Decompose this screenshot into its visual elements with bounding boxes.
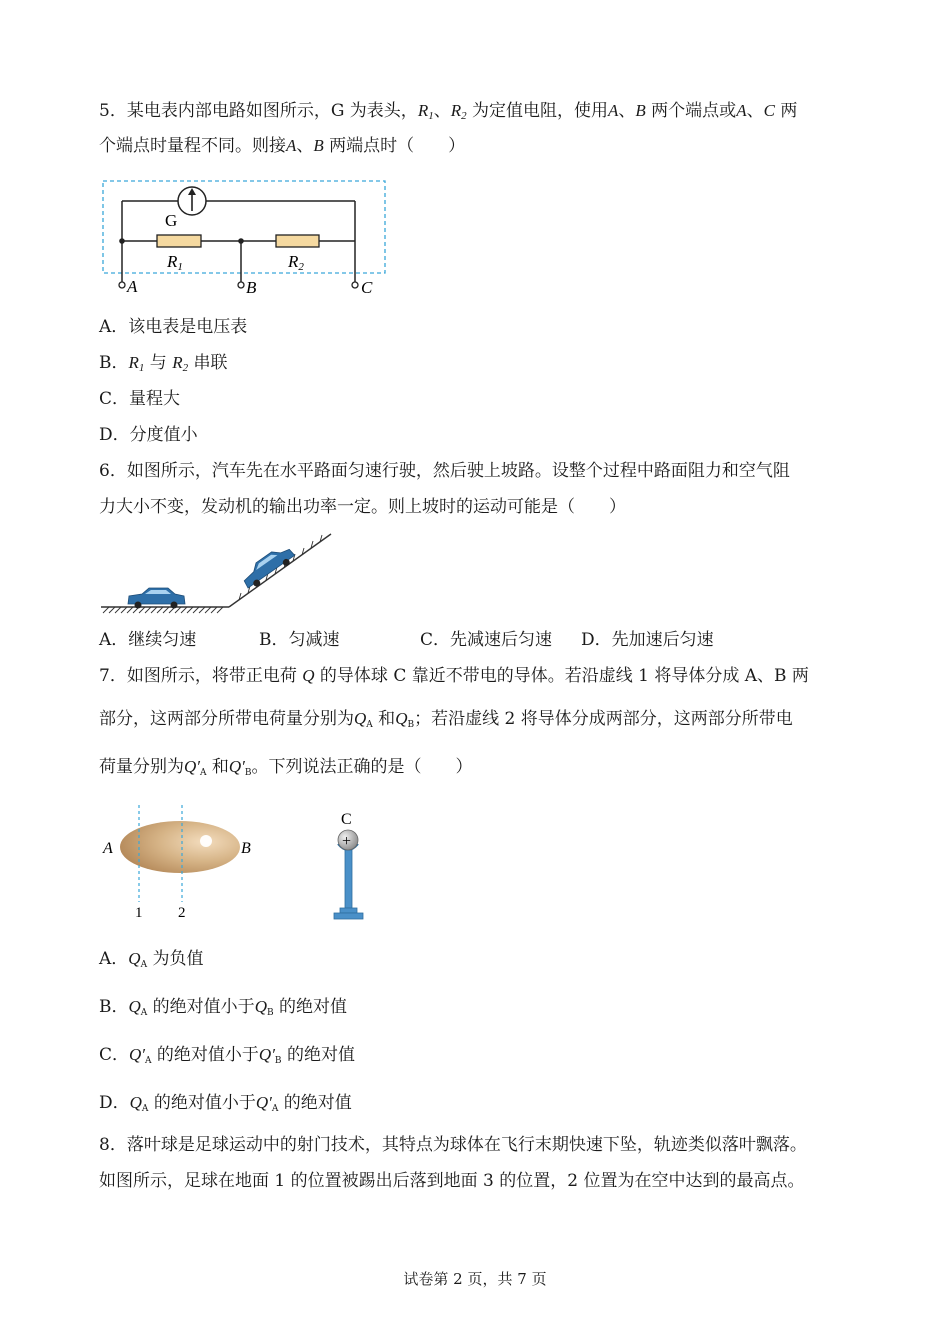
q5-option-b: B．$R_1$ 与 $R_2$ 串联 (99, 353, 228, 374)
r2-label: R2 (288, 252, 304, 273)
q5-stem-line2: 个端点时量程不同。则接A、B 两端点时（ ） (99, 136, 466, 156)
conductor-end-a-label: A (103, 840, 113, 857)
q6-option-c: C．先减速后匀速 (420, 630, 553, 650)
q6-stem-line2: 力大小不变，发动机的输出功率一定。则上坡时的运动可能是（ ） (99, 497, 626, 517)
terminal-c (352, 282, 358, 288)
dashed-line-2-label: 2 (178, 905, 186, 921)
q7-option-d: D．QA 的绝对值小于Q′A 的绝对值 (99, 1093, 352, 1114)
conductor-body (120, 821, 240, 873)
terminal-b-label: B (246, 278, 257, 297)
terminal-b (238, 282, 244, 288)
q8-stem-line1: 8．落叶球是足球运动中的射门技术，其特点为球体在飞行末期快速下坠，轨迹类似落叶飘落。 (99, 1135, 807, 1155)
conductor-end-b-label: B (241, 840, 251, 857)
q5-stem-line1: 5．某电表内部电路如图所示，G 为表头，$R_1$、$R_2$ 为定值电阻，使用A、B 两个端点或A、C 两 (99, 101, 798, 122)
car-on-slope-icon (239, 542, 297, 591)
q5-option-c: C．量程大 (99, 389, 181, 409)
galvanometer-label: G (165, 211, 178, 230)
q6-option-a: A．继续匀速 (99, 630, 197, 650)
r1-label: R1 (167, 252, 183, 273)
resistor-r2-icon (276, 235, 319, 247)
q5-option-d: D．分度值小 (99, 425, 198, 445)
q5-circuit-diagram (95, 175, 395, 300)
q7-conductor-diagram (98, 800, 398, 925)
q6-stem-line1: 6．如图所示，汽车先在水平路面匀速行驶，然后驶上坡路。设整个过程中路面阻力和空气阻 (99, 461, 790, 481)
circuit-dashed-box (103, 181, 385, 273)
q6-option-b: B．匀减速 (259, 630, 340, 650)
car-on-flat-road-icon (128, 588, 185, 609)
q6-option-d: D．先加速后匀速 (581, 630, 714, 650)
ball-c-label: C (341, 811, 352, 828)
q7-stem-line1: 7．如图所示，将带正电荷 Q 的导体球 C 靠近不带电的导体。若沿虚线 1 将导体分成 A、B 两 (99, 666, 809, 686)
q7-stem-line3: 荷量分别为Q′A 和Q′B。下列说法正确的是（ ） (99, 757, 473, 778)
positive-charge-icon: + (342, 833, 352, 850)
q5-option-a: A．该电表是电压表 (99, 317, 248, 337)
terminal-c-label: C (361, 278, 373, 297)
resistor-r1-icon (157, 235, 201, 247)
q7-option-c: C．Q′A 的绝对值小于Q′B 的绝对值 (99, 1045, 355, 1066)
q6-slope-diagram (98, 530, 338, 615)
insulating-stand (345, 850, 352, 908)
page-footer: 试卷第 2 页，共 7 页 (403, 1270, 547, 1288)
terminal-a-label: A (127, 277, 138, 296)
galvanometer-icon (178, 187, 206, 215)
q7-stem-line2: 部分，这两部分所带电荷量分别为QA 和QB；若沿虚线 2 将导体分成两部分，这两部分所带电 (99, 709, 793, 730)
q7-option-b: B．QA 的绝对值小于QB 的绝对值 (99, 997, 347, 1018)
q8-stem-line2: 如图所示，足球在地面 1 的位置被踢出后落到地面 3 的位置，2 位置为在空中达到的最高点。 (99, 1171, 805, 1191)
q7-option-a: A．QA 为负值 (99, 949, 204, 970)
terminal-a (119, 282, 125, 288)
dashed-line-1-label: 1 (135, 905, 143, 921)
